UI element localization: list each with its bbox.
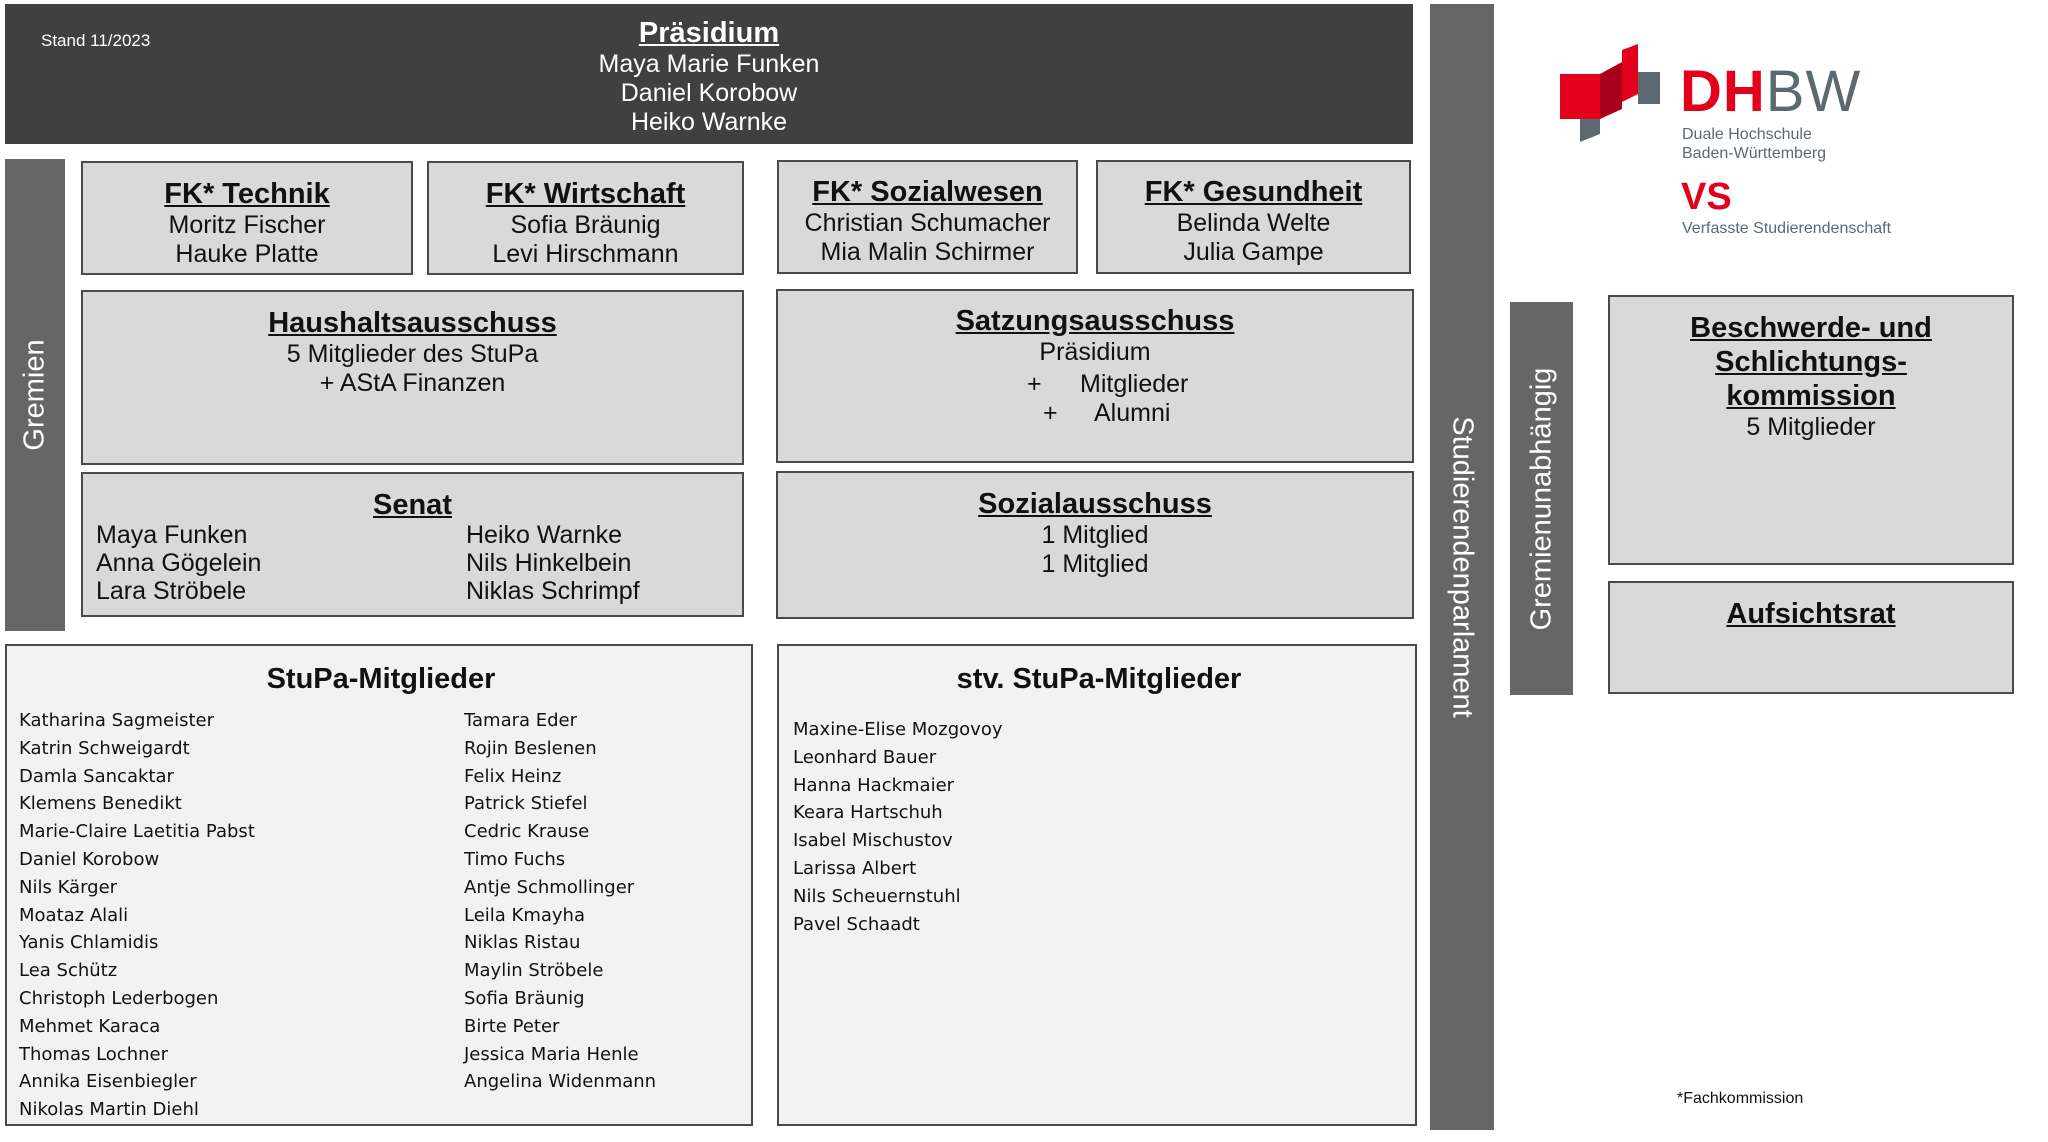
fk-wirtschaft-title: FK* Wirtschaft <box>485 178 686 210</box>
fk-sozialwesen-box <box>777 160 1078 274</box>
haushaltsausschuss-title: Haushaltsausschuss <box>268 307 557 339</box>
member-name: Antje Schmollinger <box>464 876 635 898</box>
praesidium-title: Präsidium <box>638 17 780 49</box>
member-name: Leila Kmayha <box>464 904 585 926</box>
fk-technik-title: FK* Technik <box>164 178 330 210</box>
senat-left-column <box>96 521 261 605</box>
praesidium-member: Daniel Korobow <box>620 79 798 107</box>
senat-member: Maya Funken <box>96 521 248 549</box>
member-name: Katharina Sagmeister <box>19 710 214 731</box>
member-name: Niklas Ristau <box>464 932 581 954</box>
member-name: Isabel Mischustov <box>793 830 953 852</box>
logo-vs-sub: Verfasste Studierendenschaft <box>1682 220 1892 237</box>
member-name: Keara Hartschuh <box>793 802 943 824</box>
senat-box <box>81 472 744 617</box>
satzungsausschuss-line: Alumni <box>1094 399 1171 427</box>
member-name: Angelina Widenmann <box>464 1071 657 1093</box>
satzungsausschuss-title: Satzungsausschuss <box>955 305 1235 337</box>
praesidium-member: Heiko Warnke <box>630 108 788 136</box>
stupa-members-title: StuPa-Mitglieder <box>266 663 496 695</box>
member-name: Jessica Maria Henle <box>464 1043 639 1065</box>
satzungsausschuss-plus: + <box>1043 399 1058 427</box>
satzungsausschuss-line: Präsidium <box>1039 338 1151 366</box>
sozialausschuss-line: 1 Mitglied <box>1041 550 1149 578</box>
haushaltsausschuss-box <box>81 290 744 465</box>
gremienunabhaengig-bar <box>1510 302 1573 695</box>
studierendenparlament-label: Studierendenparlament <box>1446 416 1479 718</box>
member-name: Daniel Korobow <box>19 848 160 870</box>
footnote: *Fachkommission <box>1677 1090 1804 1107</box>
senat-member: Anna Gögelein <box>96 549 262 577</box>
stand-label: Stand 11/2023 <box>41 31 151 50</box>
sozialausschuss-box <box>776 471 1414 619</box>
stupa-members-left-column <box>19 707 255 1124</box>
aufsichtsrat-box <box>1608 581 2014 694</box>
member-name: Pavel Schaadt <box>793 913 920 935</box>
member-name: Moataz Alali <box>19 904 129 926</box>
member-name: Felix Heinz <box>464 765 562 787</box>
member-name: Klemens Benedikt <box>19 793 182 815</box>
senat-member: Niklas Schrimpf <box>466 577 640 605</box>
beschwerde-box <box>1608 295 2014 565</box>
fk-gesundheit-box <box>1096 160 1411 274</box>
fk-wirtschaft-member: Sofia Bräunig <box>510 211 661 239</box>
logo-sub1: Duale Hochschule <box>1682 126 1812 143</box>
member-name: Leonhard Bauer <box>793 746 937 768</box>
member-name: Maxine-Elise Mozgovoy <box>793 719 1003 740</box>
beschwerde-title: Beschwerde- und <box>1690 312 1932 344</box>
senat-member: Nils Hinkelbein <box>466 549 632 577</box>
studierendenparlament-bar <box>1430 4 1494 1130</box>
fk-technik-member: Moritz Fischer <box>168 211 326 239</box>
haushaltsausschuss-line: 5 Mitglieder des StuPa <box>286 340 539 368</box>
dhbw-logo-mark-icon <box>1560 44 1660 144</box>
beschwerde-title: kommission <box>1726 380 1896 412</box>
praesidium-member: Maya Marie Funken <box>598 50 820 78</box>
satzungsausschuss-line: Mitglieder <box>1080 370 1189 398</box>
member-name: Rojin Beslenen <box>464 737 597 759</box>
beschwerde-title: Schlichtungs- <box>1715 346 1907 378</box>
fk-sozialwesen-title: FK* Sozialwesen <box>812 176 1043 208</box>
sozialausschuss-line: 1 Mitglied <box>1041 521 1149 549</box>
stupa-members-panel <box>5 644 753 1126</box>
stv-stupa-members-list <box>793 716 1003 938</box>
member-name: Damla Sancaktar <box>19 765 174 787</box>
aufsichtsrat-title: Aufsichtsrat <box>1726 598 1896 630</box>
member-name: Tamara Eder <box>464 710 578 731</box>
stupa-members-right-column <box>464 707 656 1096</box>
member-name: Nikolas Martin Diehl <box>19 1099 199 1121</box>
fk-sozialwesen-member: Christian Schumacher <box>804 209 1051 237</box>
member-name: Birte Peter <box>464 1015 560 1037</box>
member-name: Marie-Claire Laetitia Pabst <box>19 821 255 843</box>
member-name: Sofia Bräunig <box>464 987 585 1009</box>
dhbw-logo <box>1560 44 1920 244</box>
member-name: Katrin Schweigardt <box>19 737 190 759</box>
beschwerde-members: 5 Mitglieder <box>1746 413 1876 441</box>
senat-right-column <box>466 521 640 605</box>
satzungsausschuss-plus: + <box>1027 370 1042 398</box>
member-name: Lea Schütz <box>19 960 118 982</box>
haushaltsausschuss-line: + AStA Finanzen <box>319 369 506 397</box>
stv-stupa-members-title: stv. StuPa-Mitglieder <box>956 663 1242 695</box>
member-name: Timo Fuchs <box>464 848 566 870</box>
logo-bw: BW <box>1765 59 1862 124</box>
member-name: Thomas Lochner <box>19 1043 168 1065</box>
gremien-label: Gremien <box>18 339 51 451</box>
member-name: Cedric Krause <box>464 821 590 843</box>
member-name: Christoph Lederbogen <box>19 987 219 1009</box>
member-name: Yanis Chlamidis <box>19 932 159 954</box>
senat-member: Heiko Warnke <box>466 521 623 549</box>
gremienunabhaengig-label: Gremienunabhängig <box>1525 367 1557 630</box>
member-name: Maylin Ströbele <box>464 960 604 982</box>
member-name: Nils Scheuernstuhl <box>793 885 961 907</box>
logo-vs: VS <box>1681 176 1732 218</box>
gremien-bar <box>5 159 65 631</box>
member-name: Patrick Stiefel <box>464 793 588 815</box>
stv-stupa-members-panel <box>777 644 1417 1126</box>
logo-dh: DH <box>1680 59 1766 124</box>
praesidium-content <box>5 16 1413 137</box>
member-name: Larissa Albert <box>793 857 917 879</box>
satzungsausschuss-box <box>776 289 1414 463</box>
logo-sub2: Baden-Württemberg <box>1682 145 1827 162</box>
member-name: Annika Eisenbiegler <box>19 1071 197 1093</box>
fk-gesundheit-title: FK* Gesundheit <box>1144 176 1363 208</box>
fk-gesundheit-member: Belinda Welte <box>1176 209 1331 237</box>
member-name: Nils Kärger <box>19 876 118 898</box>
fk-technik-member: Hauke Platte <box>175 240 319 268</box>
fk-gesundheit-member: Julia Gampe <box>1183 238 1324 266</box>
member-name: Mehmet Karaca <box>19 1015 161 1037</box>
senat-title: Senat <box>373 489 452 521</box>
fk-wirtschaft-box <box>427 161 744 275</box>
member-name: Hanna Hackmaier <box>793 774 955 796</box>
senat-member: Lara Ströbele <box>96 577 247 605</box>
fk-wirtschaft-member: Levi Hirschmann <box>492 240 679 268</box>
fk-sozialwesen-member: Mia Malin Schirmer <box>820 238 1035 266</box>
fk-technik-box <box>81 161 413 275</box>
sozialausschuss-title: Sozialausschuss <box>978 488 1212 520</box>
praesidium-header <box>5 4 1413 144</box>
